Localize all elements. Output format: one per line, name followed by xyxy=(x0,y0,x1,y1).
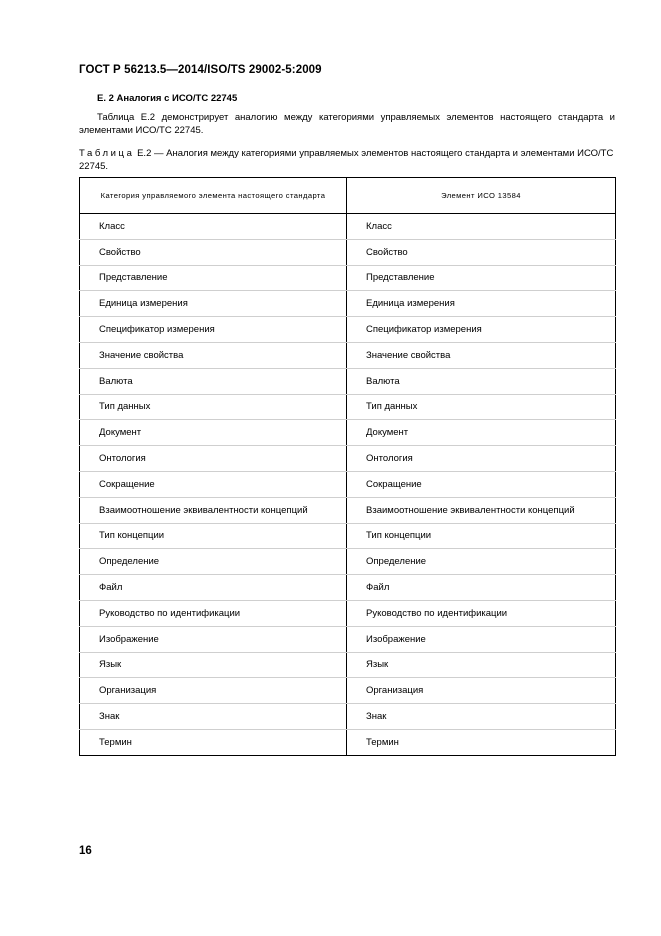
cell-iso-element: Онтология xyxy=(347,446,616,472)
table-row xyxy=(80,497,616,523)
intro-paragraph: Таблица Е.2 демонстрирует аналогию между категориями управляемых элементов настоящего стандарта и элементами ИСО/ТС 22745. xyxy=(79,112,615,136)
table-row xyxy=(80,600,616,626)
cell-category: Сокращение xyxy=(80,471,347,497)
cell-category: Значение свойства xyxy=(80,342,347,368)
cell-category: Онтология xyxy=(80,446,347,472)
cell-iso-element: Сокращение xyxy=(347,471,616,497)
cell-iso-element: Представление xyxy=(347,265,616,291)
table-caption-label: Таблица xyxy=(79,148,135,159)
page-number: 16 xyxy=(79,845,92,857)
cell-category: Представление xyxy=(80,265,347,291)
cell-iso-element: Термин xyxy=(347,729,616,755)
table-row xyxy=(80,523,616,549)
cell-category: Язык xyxy=(80,652,347,678)
cell-category: Документ xyxy=(80,420,347,446)
table-row xyxy=(80,368,616,394)
cell-iso-element: Взаимоотношение эквивалентности концепций xyxy=(347,497,616,523)
cell-iso-element: Класс xyxy=(347,214,616,240)
cell-category: Изображение xyxy=(80,626,347,652)
table-row xyxy=(80,678,616,704)
cell-category: Файл xyxy=(80,575,347,601)
cell-iso-element: Значение свойства xyxy=(347,342,616,368)
cell-category: Термин xyxy=(80,729,347,755)
table-row xyxy=(80,626,616,652)
cell-category: Тип концепции xyxy=(80,523,347,549)
table-row xyxy=(80,446,616,472)
cell-category: Знак xyxy=(80,704,347,730)
cell-iso-element: Тип данных xyxy=(347,394,616,420)
table-row xyxy=(80,265,616,291)
cell-category: Организация xyxy=(80,678,347,704)
document-header: ГОСТ Р 56213.5—2014/ISO/TS 29002-5:2009 xyxy=(79,64,322,76)
cell-iso-element: Документ xyxy=(347,420,616,446)
table-row xyxy=(80,471,616,497)
analogy-table xyxy=(79,177,616,756)
cell-category: Класс xyxy=(80,214,347,240)
cell-category: Определение xyxy=(80,549,347,575)
table-body xyxy=(80,214,616,756)
cell-iso-element: Знак xyxy=(347,704,616,730)
cell-iso-element: Изображение xyxy=(347,626,616,652)
cell-category: Валюта xyxy=(80,368,347,394)
cell-category: Руководство по идентификации xyxy=(80,600,347,626)
cell-iso-element: Файл xyxy=(347,575,616,601)
table-row xyxy=(80,239,616,265)
table-row xyxy=(80,729,616,755)
table-row xyxy=(80,317,616,343)
table-row xyxy=(80,549,616,575)
column-header-category: Категория управляемого элемента настоящего стандарта xyxy=(80,178,347,214)
table-row xyxy=(80,394,616,420)
cell-category: Свойство xyxy=(80,239,347,265)
cell-iso-element: Спецификатор измерения xyxy=(347,317,616,343)
table-row xyxy=(80,420,616,446)
table-caption xyxy=(79,147,615,173)
table-row xyxy=(80,575,616,601)
table-header-row xyxy=(80,178,616,214)
cell-category: Тип данных xyxy=(80,394,347,420)
cell-category: Единица измерения xyxy=(80,291,347,317)
table-row xyxy=(80,704,616,730)
cell-iso-element: Единица измерения xyxy=(347,291,616,317)
cell-iso-element: Организация xyxy=(347,678,616,704)
section-title: Е. 2 Аналогия с ИСО/ТС 22745 xyxy=(97,93,238,104)
table-row xyxy=(80,652,616,678)
table-caption-text: Е.2 — Аналогия между категориями управляемых элементов настоящего стандарта и элементами ИСО/ТС 22745. xyxy=(79,148,614,172)
cell-iso-element: Определение xyxy=(347,549,616,575)
cell-category: Взаимоотношение эквивалентности концепций xyxy=(80,497,347,523)
table-row xyxy=(80,214,616,240)
cell-category: Спецификатор измерения xyxy=(80,317,347,343)
cell-iso-element: Валюта xyxy=(347,368,616,394)
cell-iso-element: Тип концепции xyxy=(347,523,616,549)
cell-iso-element: Свойство xyxy=(347,239,616,265)
table-row xyxy=(80,291,616,317)
cell-iso-element: Язык xyxy=(347,652,616,678)
table-row xyxy=(80,342,616,368)
cell-iso-element: Руководство по идентификации xyxy=(347,600,616,626)
column-header-iso-element: Элемент ИСО 13584 xyxy=(347,178,616,214)
